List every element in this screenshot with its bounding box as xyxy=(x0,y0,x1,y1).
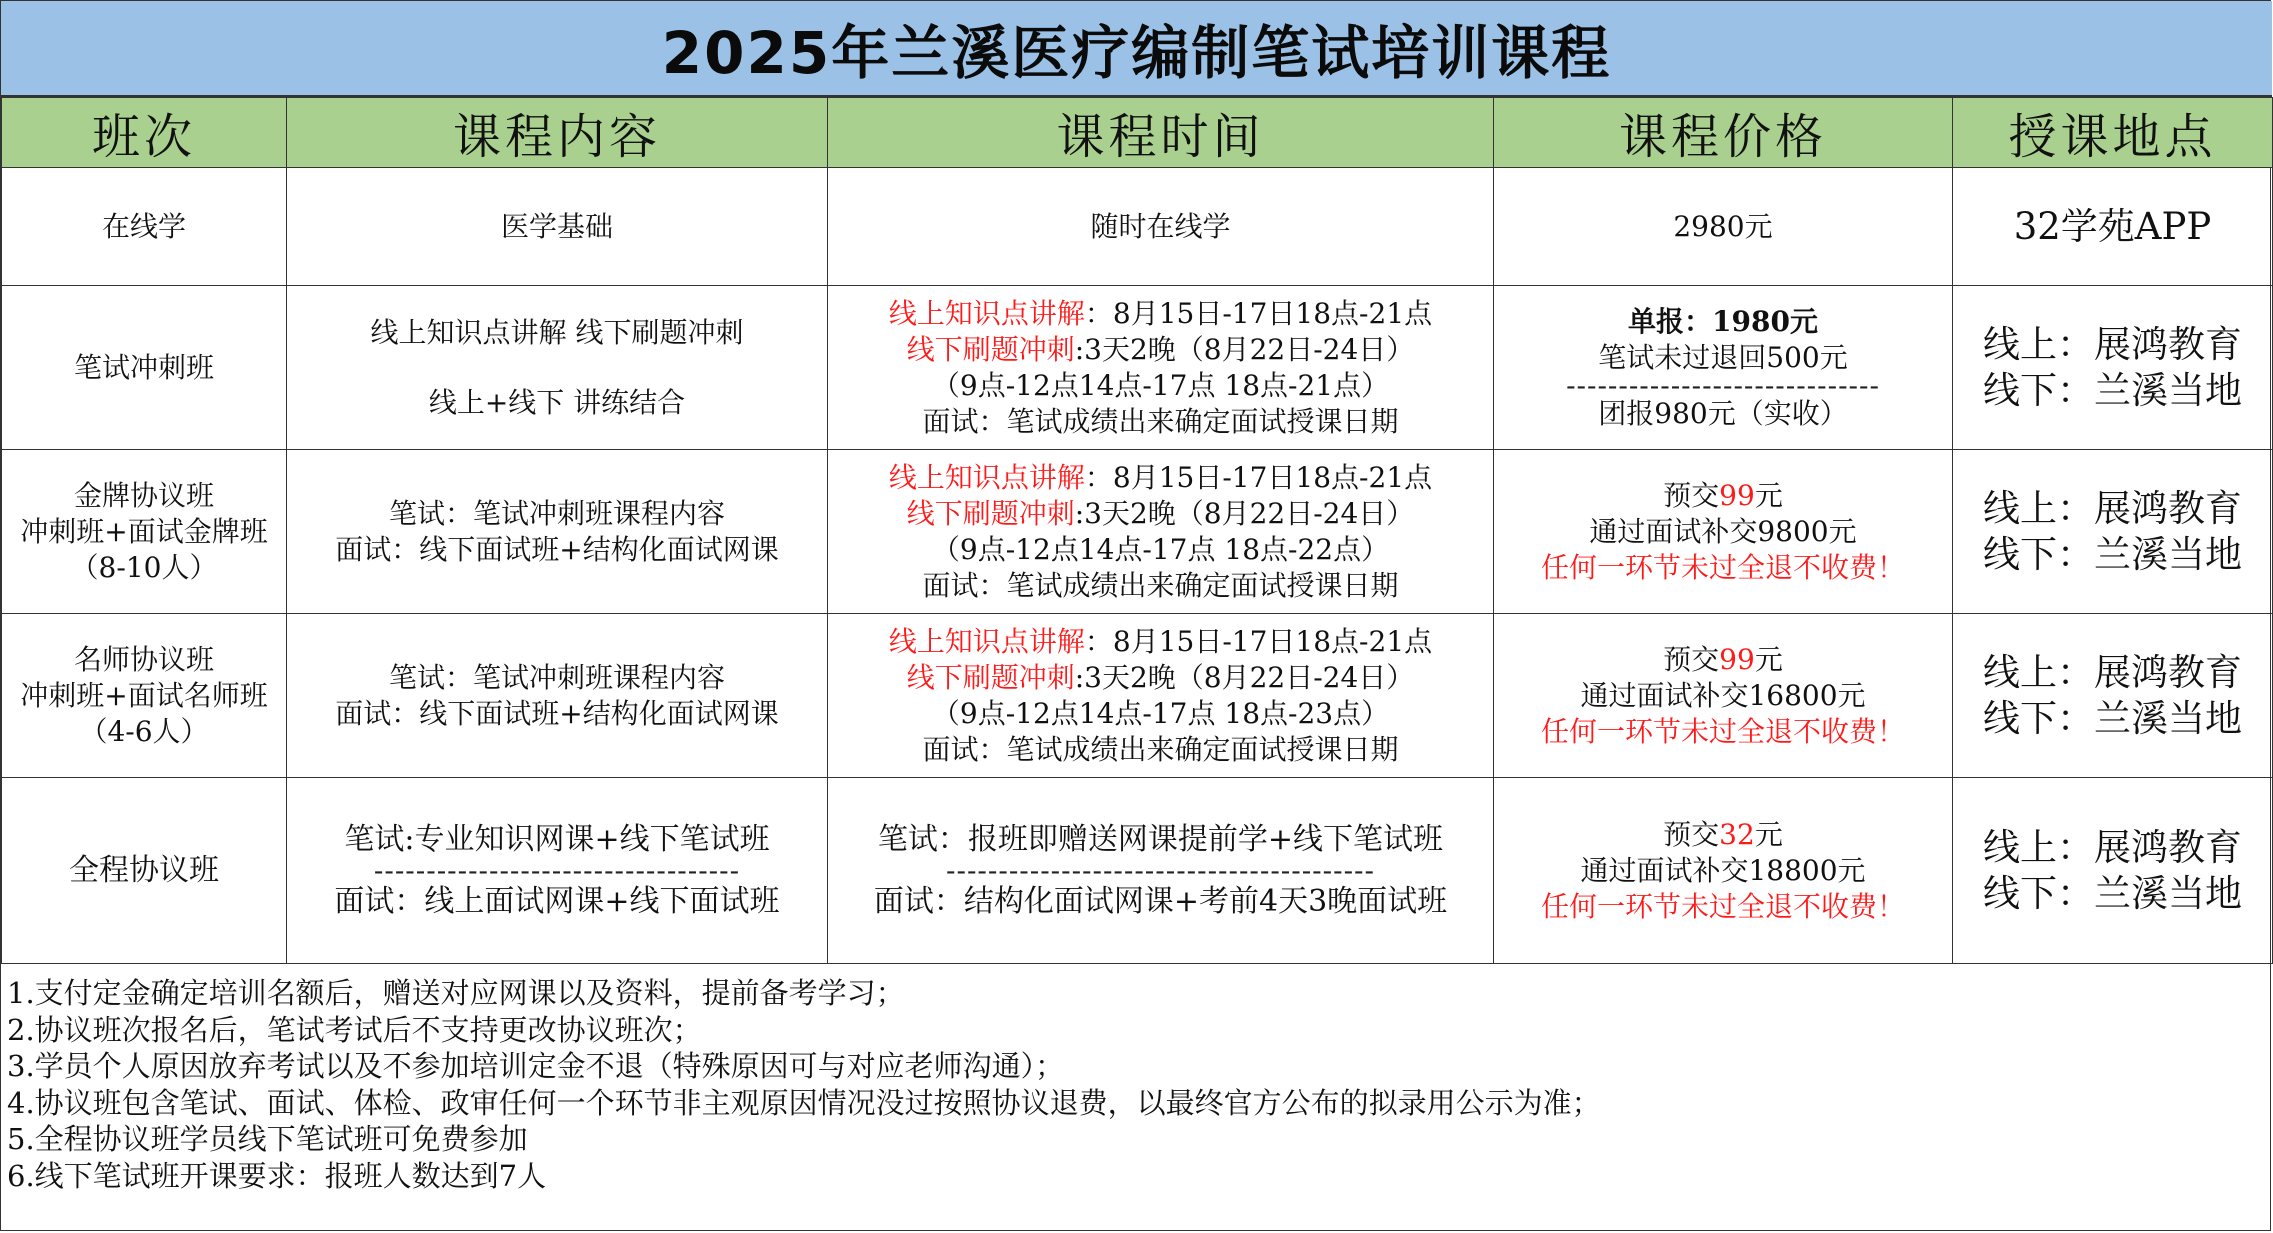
course-content xyxy=(287,450,828,614)
price-text: 通过面试补交18800元 xyxy=(1580,853,1866,887)
price-text: 元 xyxy=(1754,642,1783,676)
course-table xyxy=(1,97,2273,964)
note-item: 2.协议班次报名后，笔试考试后不支持更改协议班次； xyxy=(7,1012,702,1047)
time-text: ：8月15日-17日18点-21点 xyxy=(1084,624,1433,658)
divider: ----------------------------------- xyxy=(373,860,741,881)
class-name-line: 冲刺班+面试名师班 xyxy=(20,678,268,712)
time-text: （9点-12点14点-17点 18点-21点） xyxy=(931,368,1390,402)
header-price: 课程价格 xyxy=(1494,98,1953,168)
course-price xyxy=(1494,450,1953,614)
header-class: 班次 xyxy=(2,98,287,168)
time-text: 面试：笔试成绩出来确定面试授课日期 xyxy=(922,568,1399,602)
location-offline: 线下：兰溪当地 xyxy=(1983,368,2242,412)
table-row xyxy=(2,168,2273,286)
class-name-line: （4-6人） xyxy=(79,714,209,748)
note-item: 1.支付定金确定培训名额后，赠送对应网课以及资料，提前备考学习； xyxy=(7,976,905,1010)
price-text: 通过面试补交9800元 xyxy=(1589,514,1857,548)
time-text: 面试：结构化面试网课+考前4天3晚面试班 xyxy=(873,883,1448,919)
location-online: 线上：展鸿教育 xyxy=(1983,486,2242,530)
price-text: 通过面试补交16800元 xyxy=(1580,678,1866,712)
divider: ----------------------------------------- xyxy=(946,860,1375,881)
course-content xyxy=(287,778,828,964)
course-price: 2980元 xyxy=(1494,168,1953,286)
class-name xyxy=(2,614,287,778)
refund-notice: 任何一环节未过全退不收费！ xyxy=(1540,889,1905,923)
course-price xyxy=(1494,778,1953,964)
course-content xyxy=(287,286,828,450)
content-line: 线上+线下 讲练结合 xyxy=(428,385,686,419)
location-online: 线上：展鸿教育 xyxy=(1983,322,2242,366)
content-line: 面试：线下面试班+结构化面试网课 xyxy=(335,696,779,730)
class-name xyxy=(2,450,287,614)
course-time xyxy=(828,450,1494,614)
time-text: ：8月15日-17日18点-21点 xyxy=(1084,296,1433,330)
time-text: 面试：笔试成绩出来确定面试授课日期 xyxy=(922,732,1399,766)
table-row xyxy=(2,286,2273,450)
table-row xyxy=(2,450,2273,614)
course-content xyxy=(287,614,828,778)
price-text: 元 xyxy=(1754,478,1783,512)
course-price xyxy=(1494,286,1953,450)
deposit-amount: 99 xyxy=(1719,642,1755,676)
deposit-amount: 32 xyxy=(1719,817,1755,851)
course-content: 医学基础 xyxy=(287,168,828,286)
time-text: :3天2晚（8月22日-24日） xyxy=(1074,496,1415,530)
deposit-amount: 99 xyxy=(1719,478,1755,512)
location-online: 线上：展鸿教育 xyxy=(1983,650,2242,694)
course-location: 32学苑APP xyxy=(1953,168,2273,286)
content-line: 面试：线下面试班+结构化面试网课 xyxy=(335,532,779,566)
content-line: 面试：线上面试网课+线下面试班 xyxy=(334,883,780,919)
course-location xyxy=(1953,614,2273,778)
note-item: 4.协议班包含笔试、面试、体检、政审任何一个环节非主观原因情况没过按照协议退费，以最终官方公布的拟录用公示为准； xyxy=(7,1085,1601,1120)
class-name-line: 名师协议班 xyxy=(73,642,214,676)
time-text: （9点-12点14点-17点 18点-22点） xyxy=(931,532,1390,566)
class-name-line: 金牌协议班 xyxy=(73,478,214,512)
content-line: 笔试：笔试冲刺班课程内容 xyxy=(388,660,725,694)
highlight-text: 线下刷题冲刺 xyxy=(906,332,1075,366)
class-name: 在线学 xyxy=(2,168,287,286)
time-text: 面试：笔试成绩出来确定面试授课日期 xyxy=(922,404,1399,438)
price-text: 预交 xyxy=(1663,817,1720,851)
location-offline: 线下：兰溪当地 xyxy=(1983,871,2242,915)
content-line: 笔试：笔试冲刺班课程内容 xyxy=(388,496,725,530)
divider: ------------------------------ xyxy=(1566,375,1880,396)
header-content: 课程内容 xyxy=(287,98,828,168)
class-name: 笔试冲刺班 xyxy=(2,286,287,450)
location-online: 线上：展鸿教育 xyxy=(1983,825,2242,869)
highlight-text: 线下刷题冲刺 xyxy=(906,660,1075,694)
price-text: 预交 xyxy=(1663,642,1720,676)
header-location: 授课地点 xyxy=(1953,98,2273,168)
course-time: 随时在线学 xyxy=(828,168,1494,286)
content-line: 线上知识点讲解 线下刷题冲刺 xyxy=(370,315,744,349)
course-location xyxy=(1953,778,2273,964)
refund-notice: 任何一环节未过全退不收费！ xyxy=(1540,550,1905,584)
price-text: 预交 xyxy=(1663,478,1720,512)
time-text: 笔试：报班即赠送网课提前学+线下笔试班 xyxy=(877,821,1444,857)
highlight-text: 线上知识点讲解 xyxy=(888,460,1085,494)
class-name-line: （8-10人） xyxy=(70,550,218,584)
course-time xyxy=(828,778,1494,964)
header-row xyxy=(2,98,2273,168)
class-name: 全程协议班 xyxy=(2,778,287,964)
table-row xyxy=(2,778,2273,964)
refund-notice: 任何一环节未过全退不收费！ xyxy=(1540,714,1905,748)
course-location xyxy=(1953,286,2273,450)
page-title: 2025年兰溪医疗编制笔试培训课程 xyxy=(1,1,2272,97)
notes-section xyxy=(1,957,2272,1194)
note-item: 5.全程协议班学员线下笔试班可免费参加 xyxy=(7,1122,528,1156)
course-time xyxy=(828,286,1494,450)
time-text: （9点-12点14点-17点 18点-23点） xyxy=(931,696,1390,730)
price-text: 笔试未过退回500元 xyxy=(1598,340,1848,374)
time-text: :3天2晚（8月22日-24日） xyxy=(1074,660,1415,694)
course-location xyxy=(1953,450,2273,614)
class-name-line: 冲刺班+面试金牌班 xyxy=(20,514,268,548)
course-time xyxy=(828,614,1494,778)
table-row xyxy=(2,614,2273,778)
time-text: ：8月15日-17日18点-21点 xyxy=(1084,460,1433,494)
time-text: :3天2晚（8月22日-24日） xyxy=(1074,332,1415,366)
highlight-text: 线上知识点讲解 xyxy=(888,624,1085,658)
highlight-text: 线下刷题冲刺 xyxy=(906,496,1075,530)
content-line: 笔试:专业知识网课+线下笔试班 xyxy=(344,821,770,857)
price-text: 单报：1980元 xyxy=(1628,304,1818,338)
highlight-text: 线上知识点讲解 xyxy=(888,296,1085,330)
location-offline: 线下：兰溪当地 xyxy=(1983,696,2242,740)
note-item: 6.线下笔试班开课要求：报班人数达到7人 xyxy=(7,1158,547,1193)
note-item: 3.学员个人原因放弃考试以及不参加培训定金不退（特殊原因可与对应老师沟通）； xyxy=(7,1049,1065,1083)
price-text: 元 xyxy=(1754,817,1783,851)
course-price xyxy=(1494,614,1953,778)
location-offline: 线下：兰溪当地 xyxy=(1983,532,2242,576)
price-text: 团报980元（实收） xyxy=(1598,396,1848,430)
header-time: 课程时间 xyxy=(828,98,1494,168)
